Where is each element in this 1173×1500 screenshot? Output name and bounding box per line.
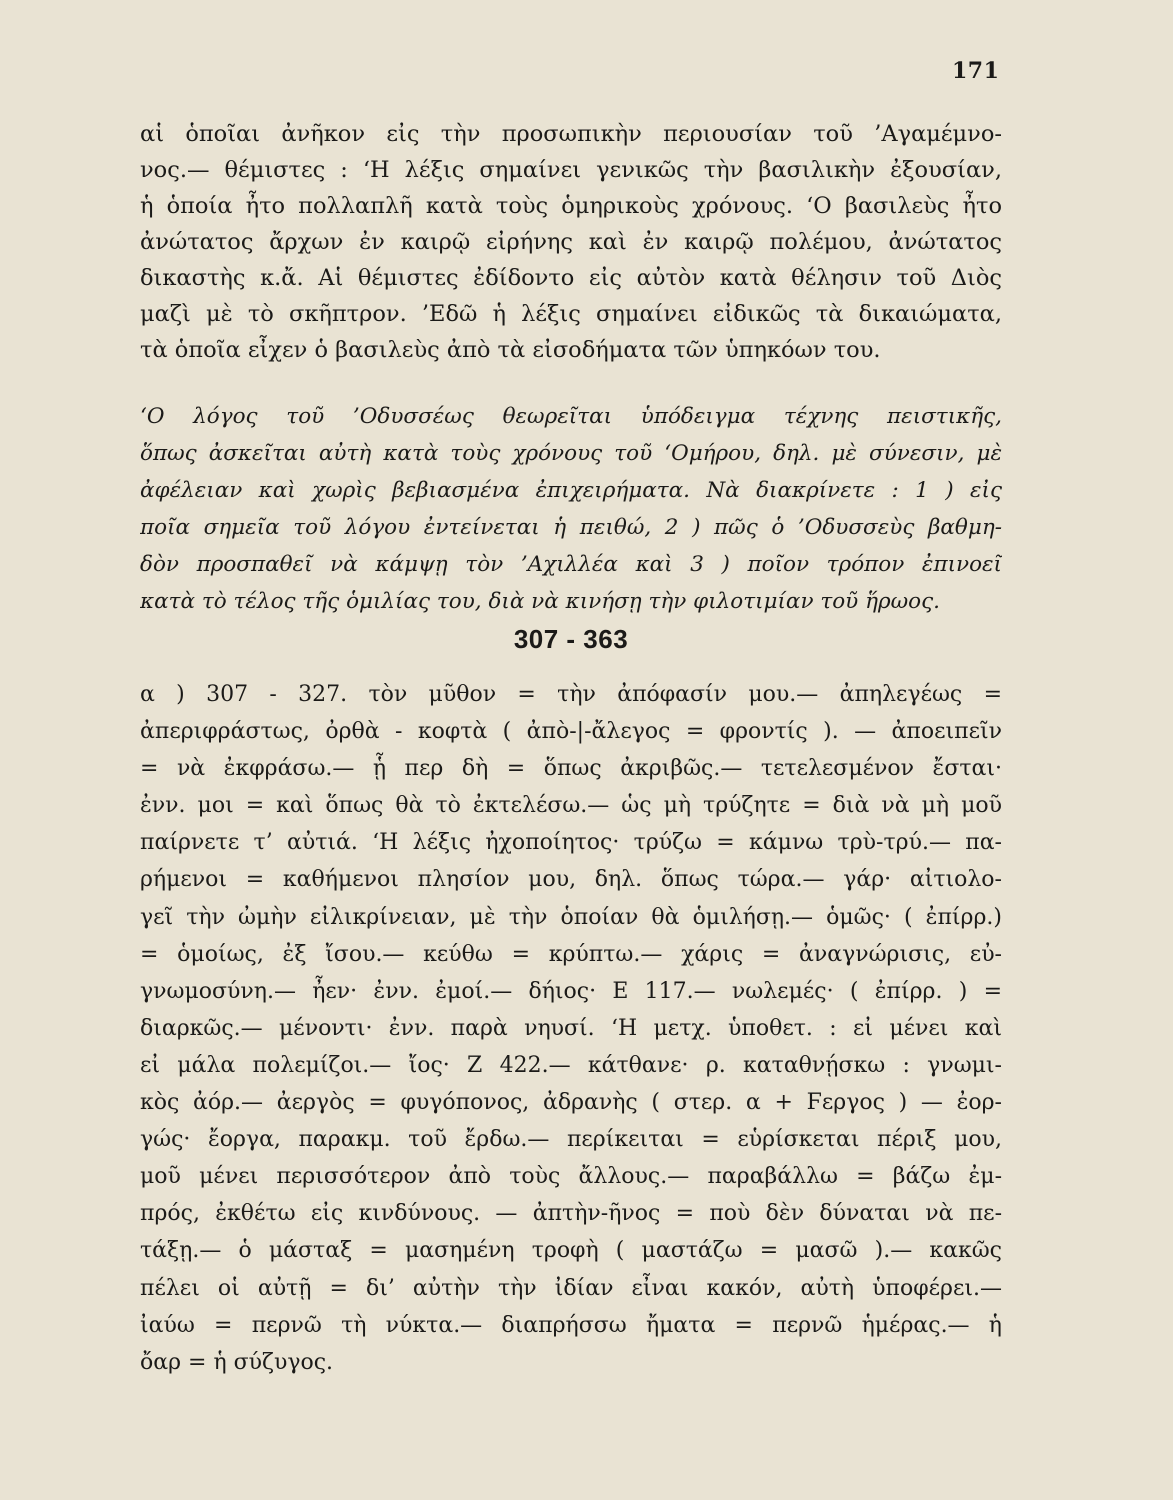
text-line: τὰ ὁποῖα εἶχεν ὁ βασιλεὺς ἀπὸ τὰ εἰσοδήματα τῶν ὑπηκόων του. xyxy=(140,337,881,363)
text-line: δὸν προσπαθεῖ νὰ κάμψῃ τὸν ’Αχιλλέα καὶ 3 ) ποῖον τρόπον ἐπινοεῖ xyxy=(140,552,1002,577)
text-line: μαζὶ μὲ τὸ σκῆπτρον. ’Εδῶ ἡ λέξις σημαίνει εἰδικῶς τὰ δικαιώματα, xyxy=(140,301,1002,327)
text-line: εἰ μάλα πολεμίζοι.— ἴος· Ζ 422.— κάτθανε· ρ. καταθνῄσκω : γνωμι- xyxy=(140,1052,1002,1078)
text-line: ἰαύω = περνῶ τὴ νύκτα.— διαπρήσσω ἤματα = περνῶ ἡμέρας.— ἡ xyxy=(140,1312,1002,1338)
text-line: αἱ ὁποῖαι ἀνῆκον εἰς τὴν προσωπικὴν περιουσίαν τοῦ ’Αγαμέμνο- xyxy=(140,121,1002,147)
text-line: πέλει οἱ αὐτῇ = δι’ αὐτὴν τὴν ἰδίαν εἶναι κακόν, αὐτὴ ὑποφέρει.— xyxy=(140,1275,1002,1301)
text-line: νος.— θέμιστες : ‘Η λέξις σημαίνει γενικῶς τὴν βασιλικὴν ἐξουσίαν, xyxy=(140,157,1002,183)
italic-note-paragraph xyxy=(140,398,1002,620)
text-line: ἀφέλειαν καὶ χωρὶς βεβιασμένα ἐπιχειρήματα. Νὰ διακρίνετε : 1 ) εἰς xyxy=(140,478,1002,503)
text-line: ὄαρ = ἡ σύζυγος. xyxy=(140,1349,334,1375)
text-line: ἀνώτατος ἄρχων ἐν καιρῷ εἰρήνης καὶ ἐν καιρῷ πολέμου, ἀνώτατος xyxy=(140,229,1002,255)
section-heading: 307 - 363 xyxy=(513,624,629,654)
glossary-paragraph xyxy=(140,676,1002,1381)
text-line: κατὰ τὸ τέλος τῆς ὁμιλίας του, διὰ νὰ κινήσῃ τὴν φιλοτιμίαν τοῦ ἥρωος. xyxy=(140,589,940,614)
text-line: γεῖ τὴν ὠμὴν εἰλικρίνειαν, μὲ τὴν ὁποίαν θὰ ὁμιλήσῃ.— ὁμῶς· ( ἐπίρρ.) xyxy=(140,904,1002,930)
text-line: ποῖα σημεῖα τοῦ λόγου ἐντείνεται ἡ πειθώ, 2 ) πῶς ὁ ’Οδυσσεὺς βαθμη- xyxy=(140,515,1002,540)
text-line: = ὁμοίως, ἐξ ἴσου.— κεύθω = κρύπτω.— χάρις = ἀναγνώρισις, εὐ- xyxy=(140,941,1002,967)
text-line: κὸς ἀόρ.— ἀεργὸς = φυγόπονος, ἀδρανὴς ( στερ. α + Ϝεργος ) — ἐορ- xyxy=(140,1090,1002,1116)
text-line: μοῦ μένει περισσότερον ἀπὸ τοὺς ἄλλους.— παραβάλλω = βάζω ἐμ- xyxy=(140,1164,1002,1190)
text-line: = νὰ ἐκφράσω.— ᾗ περ δὴ = ὅπως ἀκριβῶς.— τετελεσμένον ἔσται· xyxy=(140,756,1002,782)
text-line: γώς· ἔοργα, παρακμ. τοῦ ἔρδω.— περίκειται = εὑρίσκεται πέριξ μου, xyxy=(140,1127,1002,1153)
intro-paragraph xyxy=(140,116,1002,368)
text-line: πρός, ἐκθέτω εἰς κινδύνους. — ἀπτὴν-ῆνος = ποὺ δὲν δύναται νὰ πε- xyxy=(140,1201,1002,1227)
text-line: διαρκῶς.— μένοντι· ἐνν. παρὰ νηυσί. ‘Η μετχ. ὑποθετ. : εἰ μένει καὶ xyxy=(140,1015,1002,1041)
text-line: ἡ ὁποία ἦτο πολλαπλῆ κατὰ τοὺς ὁμηρικοὺς χρόνους. ‘Ο βασιλεὺς ἦτο xyxy=(140,193,1002,219)
text-line: γνωμοσύνη.— ἦεν· ἐνν. ἐμοί.— δήιος· Ε 117.— νωλεμές· ( ἐπίρρ. ) = xyxy=(140,978,1002,1004)
text-line: παίρνετε τ’ αὐτιά. ‘Η λέξις ἠχοποίητος· τρύζω = κάμνω τρὺ-τρύ.— πα- xyxy=(140,830,1002,856)
text-line: ‘Ο λόγος τοῦ ’Οδυσσέως θεωρεῖται ὑπόδειγμα τέχνης πειστικῆς, xyxy=(140,404,1002,429)
text-line: τάξῃ.— ὁ μάσταξ = μασημένη τροφὴ ( μαστάζω = μασῶ ).— κακῶς xyxy=(140,1238,1002,1264)
text-line: ἀπεριφράστως, ὀρθὰ - κοφτὰ ( ἀπὸ-|-ἄλεγος = φροντίς ). — ἀποειπεῖν xyxy=(140,719,1002,745)
text-line: α ) 307 - 327. τὸν μῦθον = τὴν ἀπόφασίν μου.— ἀπηλεγέως = xyxy=(140,682,1002,707)
text-line: ὅπως ἀσκεῖται αὐτὴ κατὰ τοὺς χρόνους τοῦ ‘Ομήρου, δηλ. μὲ σύνεσιν, μὲ xyxy=(140,441,1002,466)
text-line: δικαστὴς κ.ἄ. Αἱ θέμιστες ἐδίδοντο εἰς αὐτὸν κατὰ θέλησιν τοῦ Διὸς xyxy=(140,265,1002,291)
text-line: ρήμενοι = καθήμενοι πλησίον μου, δηλ. ὅπως τώρα.— γάρ· αἰτιολο- xyxy=(140,867,1002,893)
page-number: 171 xyxy=(952,58,1000,84)
text-line: ἐνν. μοι = καὶ ὅπως θὰ τὸ ἐκτελέσω.— ὡς μὴ τρύζητε = διὰ νὰ μὴ μοῦ xyxy=(140,793,1002,819)
